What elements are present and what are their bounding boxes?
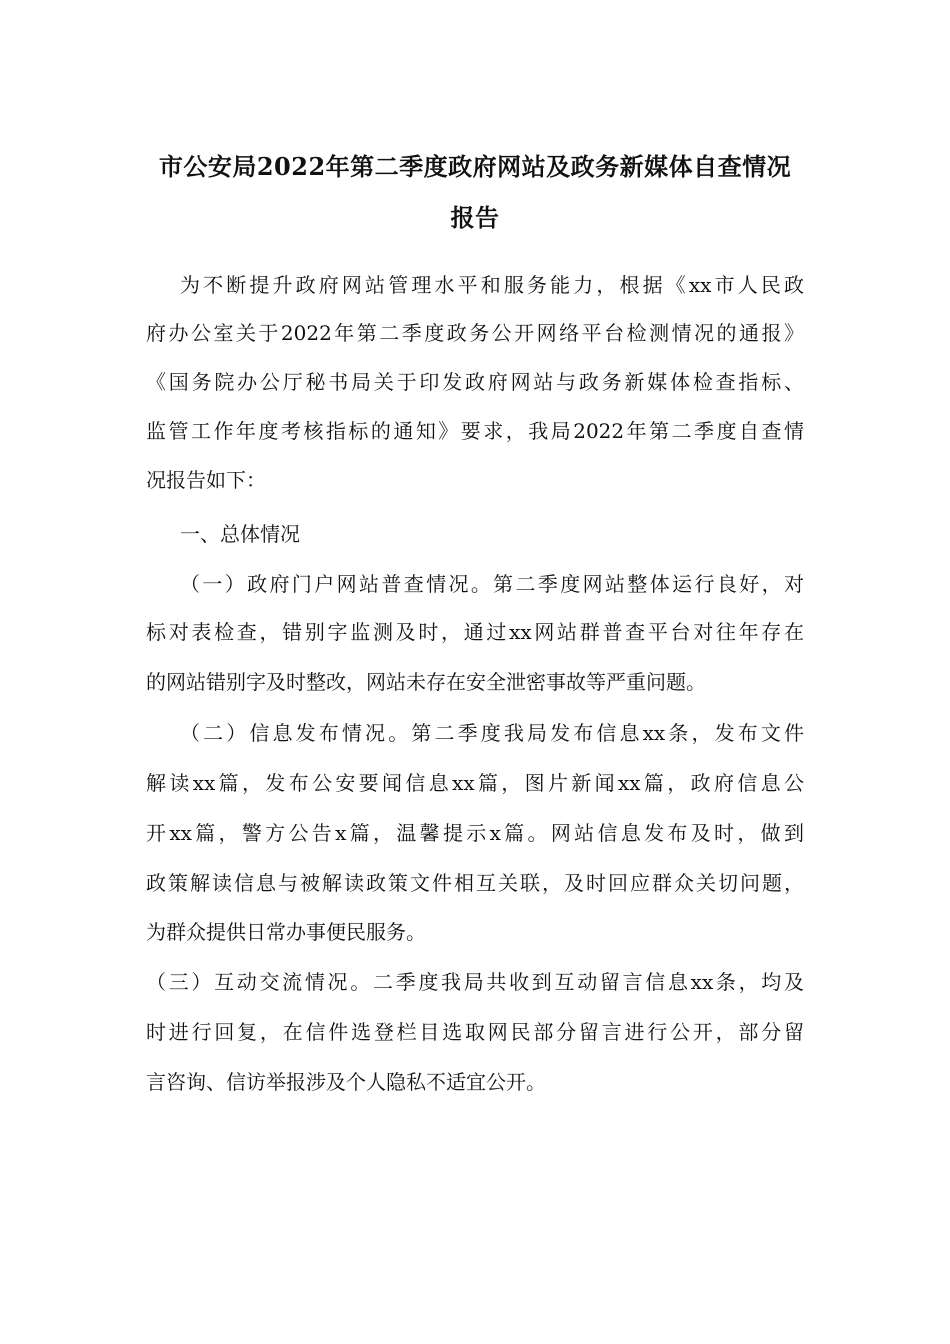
document-title-line-1: 市公安局2022年第二季度政府网站及政务新媒体自查情况 bbox=[158, 152, 792, 181]
paragraph-interaction-line-1: （三）互动交流情况。二季度我局共收到互动留言信息xx条，均及 bbox=[146, 970, 804, 994]
paragraph-intro-line-5: 况报告如下： bbox=[146, 468, 266, 492]
paragraph-portal-line-1: （一）政府门户网站普查情况。第二季度网站整体运行良好，对 bbox=[180, 572, 804, 596]
paragraph-interaction-line-3: 言咨询、信访举报涉及个人隐私不适宜公开。 bbox=[146, 1070, 546, 1094]
paragraph-intro-line-2: 府办公室关于2022年第二季度政务公开网络平台检测情况的通报》 bbox=[146, 321, 804, 345]
paragraph-intro-line-4: 监管工作年度考核指标的通知》要求，我局2022年第二季度自查情 bbox=[146, 419, 804, 443]
paragraph-interaction-line-2: 时进行回复，在信件选登栏目选取网民部分留言进行公开，部分留 bbox=[146, 1020, 804, 1044]
paragraph-publishing-line-1: （二）信息发布情况。第二季度我局发布信息xx条，发布文件 bbox=[180, 721, 804, 745]
section-heading-overall: 一、总体情况 bbox=[180, 522, 300, 546]
paragraph-publishing-line-2: 解读xx篇，发布公安要闻信息xx篇，图片新闻xx篇，政府信息公 bbox=[146, 771, 804, 795]
paragraph-intro-line-1: 为不断提升政府网站管理水平和服务能力，根据《xx市人民政 bbox=[180, 273, 804, 297]
paragraph-portal-line-3: 的网站错别字及时整改，网站未存在安全泄密事故等严重问题。 bbox=[146, 670, 706, 694]
paragraph-publishing-line-3: 开xx篇，警方公告x篇，温馨提示x篇。网站信息发布及时，做到 bbox=[146, 821, 804, 845]
paragraph-publishing-line-4: 政策解读信息与被解读政策文件相互关联，及时回应群众关切问题， bbox=[146, 871, 804, 895]
paragraph-intro-line-3: 《国务院办公厅秘书局关于印发政府网站与政务新媒体检查指标、 bbox=[146, 370, 804, 394]
paragraph-portal-line-2: 标对表检查，错别字监测及时，通过xx网站群普查平台对往年存在 bbox=[146, 620, 804, 644]
document-title-line-2: 报告 bbox=[450, 203, 500, 232]
paragraph-publishing-line-5: 为群众提供日常办事便民服务。 bbox=[146, 920, 426, 944]
